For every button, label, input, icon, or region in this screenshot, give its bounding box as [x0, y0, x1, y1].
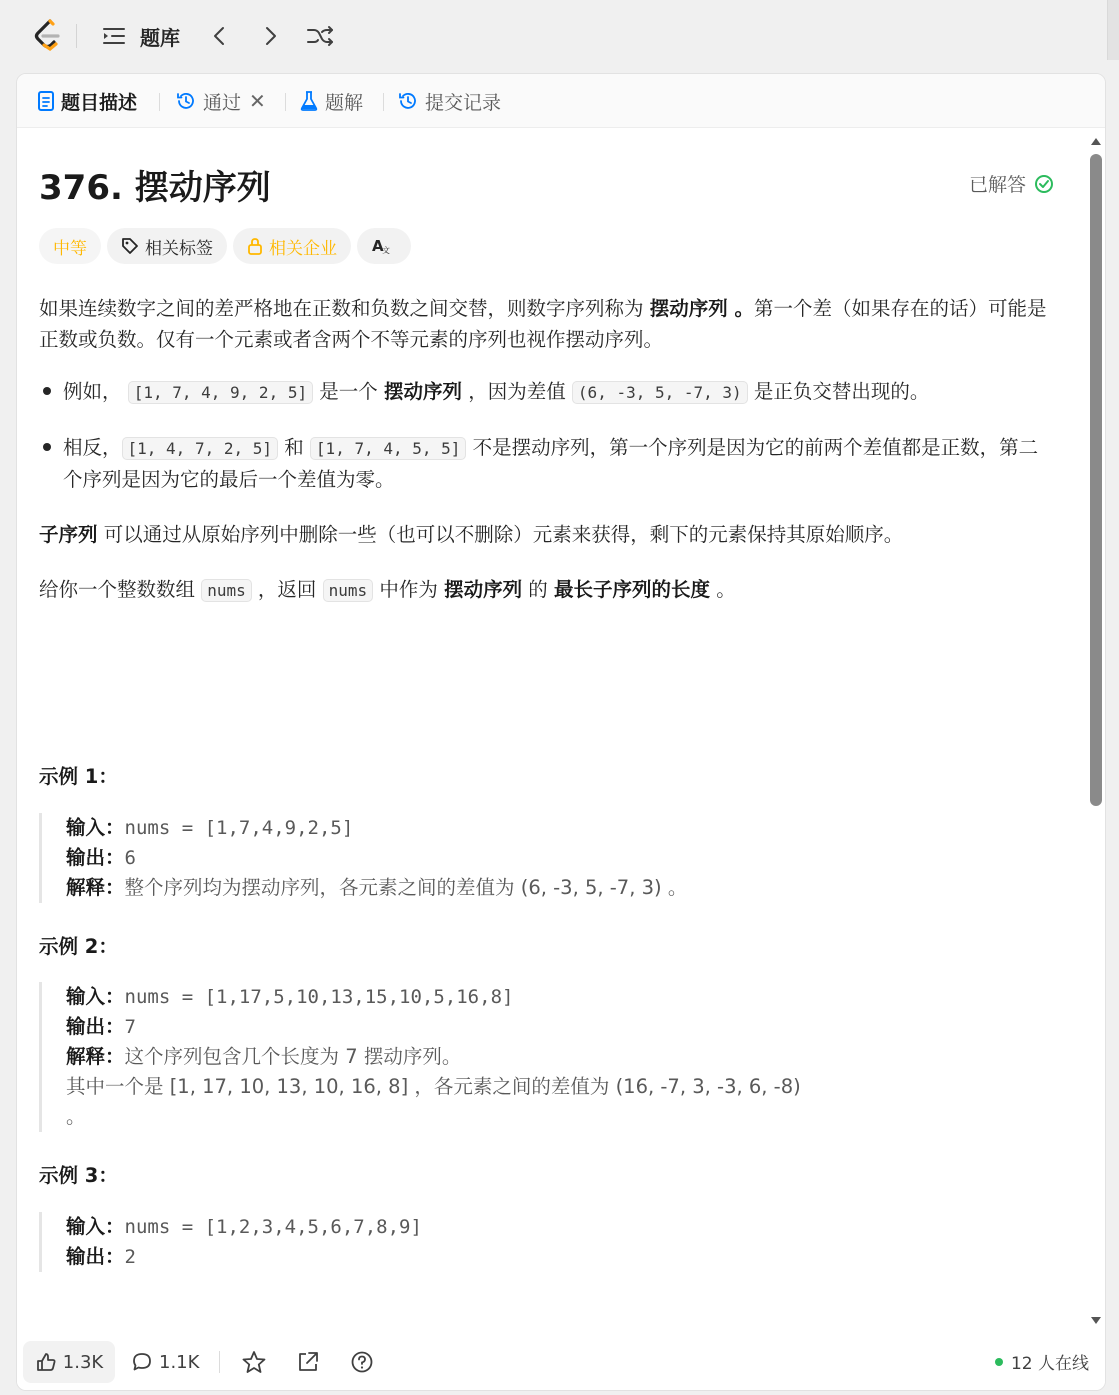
- related-companies-button[interactable]: [233, 228, 351, 264]
- text: 如果连续数字之间的差严格地在正数和负数之间交替，则数字序列称为: [39, 297, 650, 320]
- text: 给你一个整数数组: [39, 578, 202, 601]
- translate-icon: [371, 237, 391, 255]
- output-label: 输出：: [66, 1015, 125, 1038]
- translate-button[interactable]: [357, 228, 411, 264]
- explain-label: 解释：: [66, 876, 125, 899]
- tab-divider: [285, 93, 286, 111]
- problem-list-icon[interactable]: [100, 23, 128, 49]
- bold-term: 摆动序列: [444, 578, 523, 601]
- difficulty-badge: [39, 228, 101, 264]
- description-panel: [16, 73, 1106, 1391]
- output-value: 2: [124, 1246, 136, 1268]
- output-value: 6: [124, 847, 136, 869]
- shuffle-icon[interactable]: [305, 22, 335, 50]
- history-icon: [175, 90, 197, 112]
- tab-passed[interactable]: [175, 86, 266, 116]
- explain-value: 这个序列包含几个长度为 7 摆动序列。: [124, 1045, 462, 1068]
- text: 不是摆动序列，第一个序列是因为它的前两个差值都是正数，第二个序列是因为它的最后一个差值为零。: [63, 436, 1039, 491]
- problem-content: [17, 128, 1089, 1333]
- text: 是正负交替出现的。: [747, 380, 930, 403]
- comments-button[interactable]: [131, 1341, 199, 1383]
- input-value: nums = [1,2,3,4,5,6,7,8,9]: [124, 1216, 422, 1238]
- star-icon[interactable]: [241, 1349, 267, 1375]
- tab-submissions-label: 提交记录: [425, 91, 502, 114]
- example-output: [66, 1242, 422, 1272]
- online-users: [995, 1349, 1089, 1374]
- scroll-down-arrow[interactable]: [1091, 1317, 1101, 1324]
- list-item-counterexample: [63, 432, 1053, 495]
- example-block: [39, 982, 801, 1132]
- example-block: [39, 813, 687, 903]
- example-output: [66, 1012, 801, 1042]
- example-input: [66, 982, 801, 1012]
- help-icon[interactable]: [349, 1349, 375, 1375]
- text: ，因为差值: [462, 380, 572, 403]
- text: 的: [522, 578, 554, 601]
- scroll-up-arrow[interactable]: [1091, 138, 1101, 145]
- solved-label: 已解答: [969, 174, 1027, 196]
- example-block: [39, 1212, 422, 1272]
- inline-code: nums: [323, 579, 374, 602]
- footer-divider: [219, 1351, 220, 1373]
- inline-code: [1, 4, 7, 2, 5]: [122, 437, 279, 460]
- text: ，返回: [251, 578, 323, 601]
- text: 是一个: [313, 380, 384, 403]
- related-tags-label: 相关标签: [145, 238, 213, 259]
- bold-term: 最长子序列的长度: [554, 578, 711, 601]
- close-icon[interactable]: ✕: [249, 89, 266, 113]
- bullet-dot: [43, 387, 51, 395]
- example-explanation: [66, 873, 687, 903]
- online-status-dot: [995, 1358, 1003, 1366]
- inline-code: [1, 7, 4, 9, 2, 5]: [128, 381, 313, 404]
- solved-status: [969, 170, 1054, 197]
- bold-term: 摆动序列: [384, 380, 463, 403]
- explain-value: 整个序列均为摆动序列，各元素之间的差值为 (6, -3, 5, -7, 3) 。: [124, 876, 688, 899]
- thumbs-up-icon: [35, 1351, 57, 1373]
- text: 。: [710, 578, 736, 601]
- bullet-dot: [43, 443, 51, 451]
- tag-icon: [121, 237, 139, 255]
- example-input: [66, 813, 687, 843]
- subsequence-paragraph: [39, 519, 1059, 550]
- list-item-example: [63, 376, 1053, 408]
- output-label: 输出：: [66, 846, 125, 869]
- example-explanation: [66, 1042, 801, 1072]
- problem-bank-link[interactable]: 题库: [140, 26, 180, 50]
- example-heading: 示例 2：: [39, 935, 118, 958]
- online-count: 12 人在线: [1010, 1354, 1089, 1374]
- check-circle-icon: [1034, 174, 1054, 194]
- scrollbar-thumb[interactable]: [1090, 154, 1102, 806]
- inline-code: nums: [201, 579, 252, 602]
- example-input: [66, 1212, 422, 1242]
- svg-text:A: A: [372, 237, 384, 255]
- input-value: nums = [1,17,5,10,13,15,10,5,16,8]: [124, 986, 514, 1008]
- tab-passed-label: 通过: [203, 91, 242, 114]
- text: 中作为: [373, 578, 445, 601]
- lock-icon: [247, 237, 263, 255]
- text: 可以通过从原始序列中删除一些（也可以不删除）元素来获得，剩下的元素保持其原始顺序。: [97, 523, 904, 546]
- intro-paragraph: [39, 293, 1059, 355]
- input-label: 输入：: [66, 985, 125, 1008]
- output-value: 7: [124, 1016, 136, 1038]
- example-output: [66, 843, 687, 873]
- difficulty-label: 中等: [53, 238, 87, 259]
- related-companies-label: 相关企业: [269, 238, 337, 259]
- tab-bar: [17, 74, 1106, 128]
- tab-submissions[interactable]: [397, 86, 501, 116]
- text: 例如，: [63, 380, 128, 403]
- problem-title[interactable]: 376. 摆动序列: [39, 168, 271, 208]
- history-icon: [397, 90, 419, 112]
- share-icon[interactable]: [295, 1349, 321, 1375]
- tag-row: [39, 228, 411, 264]
- chevron-left-icon[interactable]: [206, 22, 234, 50]
- bold-term: 摆动序列 。: [649, 297, 754, 320]
- tab-description[interactable]: [37, 86, 137, 116]
- leetcode-logo[interactable]: [30, 18, 64, 54]
- explain-label: 解释：: [66, 1045, 125, 1068]
- like-count: 1.3K: [62, 1351, 104, 1373]
- tab-solutions[interactable]: [299, 86, 363, 116]
- text: 相反，: [63, 436, 122, 459]
- example-explanation-end: 。: [66, 1105, 86, 1128]
- svg-text:文: 文: [382, 246, 390, 255]
- inline-code: (6, -3, 5, -7, 3): [572, 381, 748, 404]
- tab-divider: [159, 93, 160, 111]
- top-navbar: [0, 0, 1119, 72]
- like-button[interactable]: [23, 1341, 115, 1383]
- output-label: 输出：: [66, 1245, 125, 1268]
- comment-count: 1.1K: [159, 1351, 200, 1373]
- flask-icon: [299, 90, 319, 112]
- bold-term: 子序列: [39, 523, 98, 546]
- nav-divider: [76, 24, 77, 48]
- action-bar: [17, 1333, 1106, 1391]
- tab-divider: [383, 93, 384, 111]
- text: 和: [278, 436, 310, 459]
- input-label: 输入：: [66, 816, 125, 839]
- related-tags-button[interactable]: [107, 228, 227, 264]
- chevron-right-icon[interactable]: [256, 22, 284, 50]
- tab-solutions-label: 题解: [325, 91, 364, 114]
- task-paragraph: [39, 574, 1059, 606]
- right-edge-panel: [1107, 0, 1119, 60]
- input-label: 输入：: [66, 1215, 125, 1238]
- example-explanation-cont: 其中一个是 [1, 17, 10, 13, 10, 16, 8] ，各元素之间的差值为 (16, -7, 3, -3, 6, -8): [66, 1075, 801, 1098]
- document-icon: [37, 90, 55, 112]
- text: 第一个差（如果存在的话）可能是正数或负数。仅有一个元素或者含两个不等元素的序列也视作摆动序列。: [39, 297, 1047, 351]
- comment-icon: [131, 1351, 153, 1373]
- example-heading: 示例 1：: [39, 765, 118, 788]
- tab-description-label: 题目描述: [61, 91, 138, 114]
- input-value: nums = [1,7,4,9,2,5]: [124, 817, 354, 839]
- example-heading: 示例 3：: [39, 1164, 118, 1187]
- inline-code: [1, 7, 4, 5, 5]: [310, 437, 467, 460]
